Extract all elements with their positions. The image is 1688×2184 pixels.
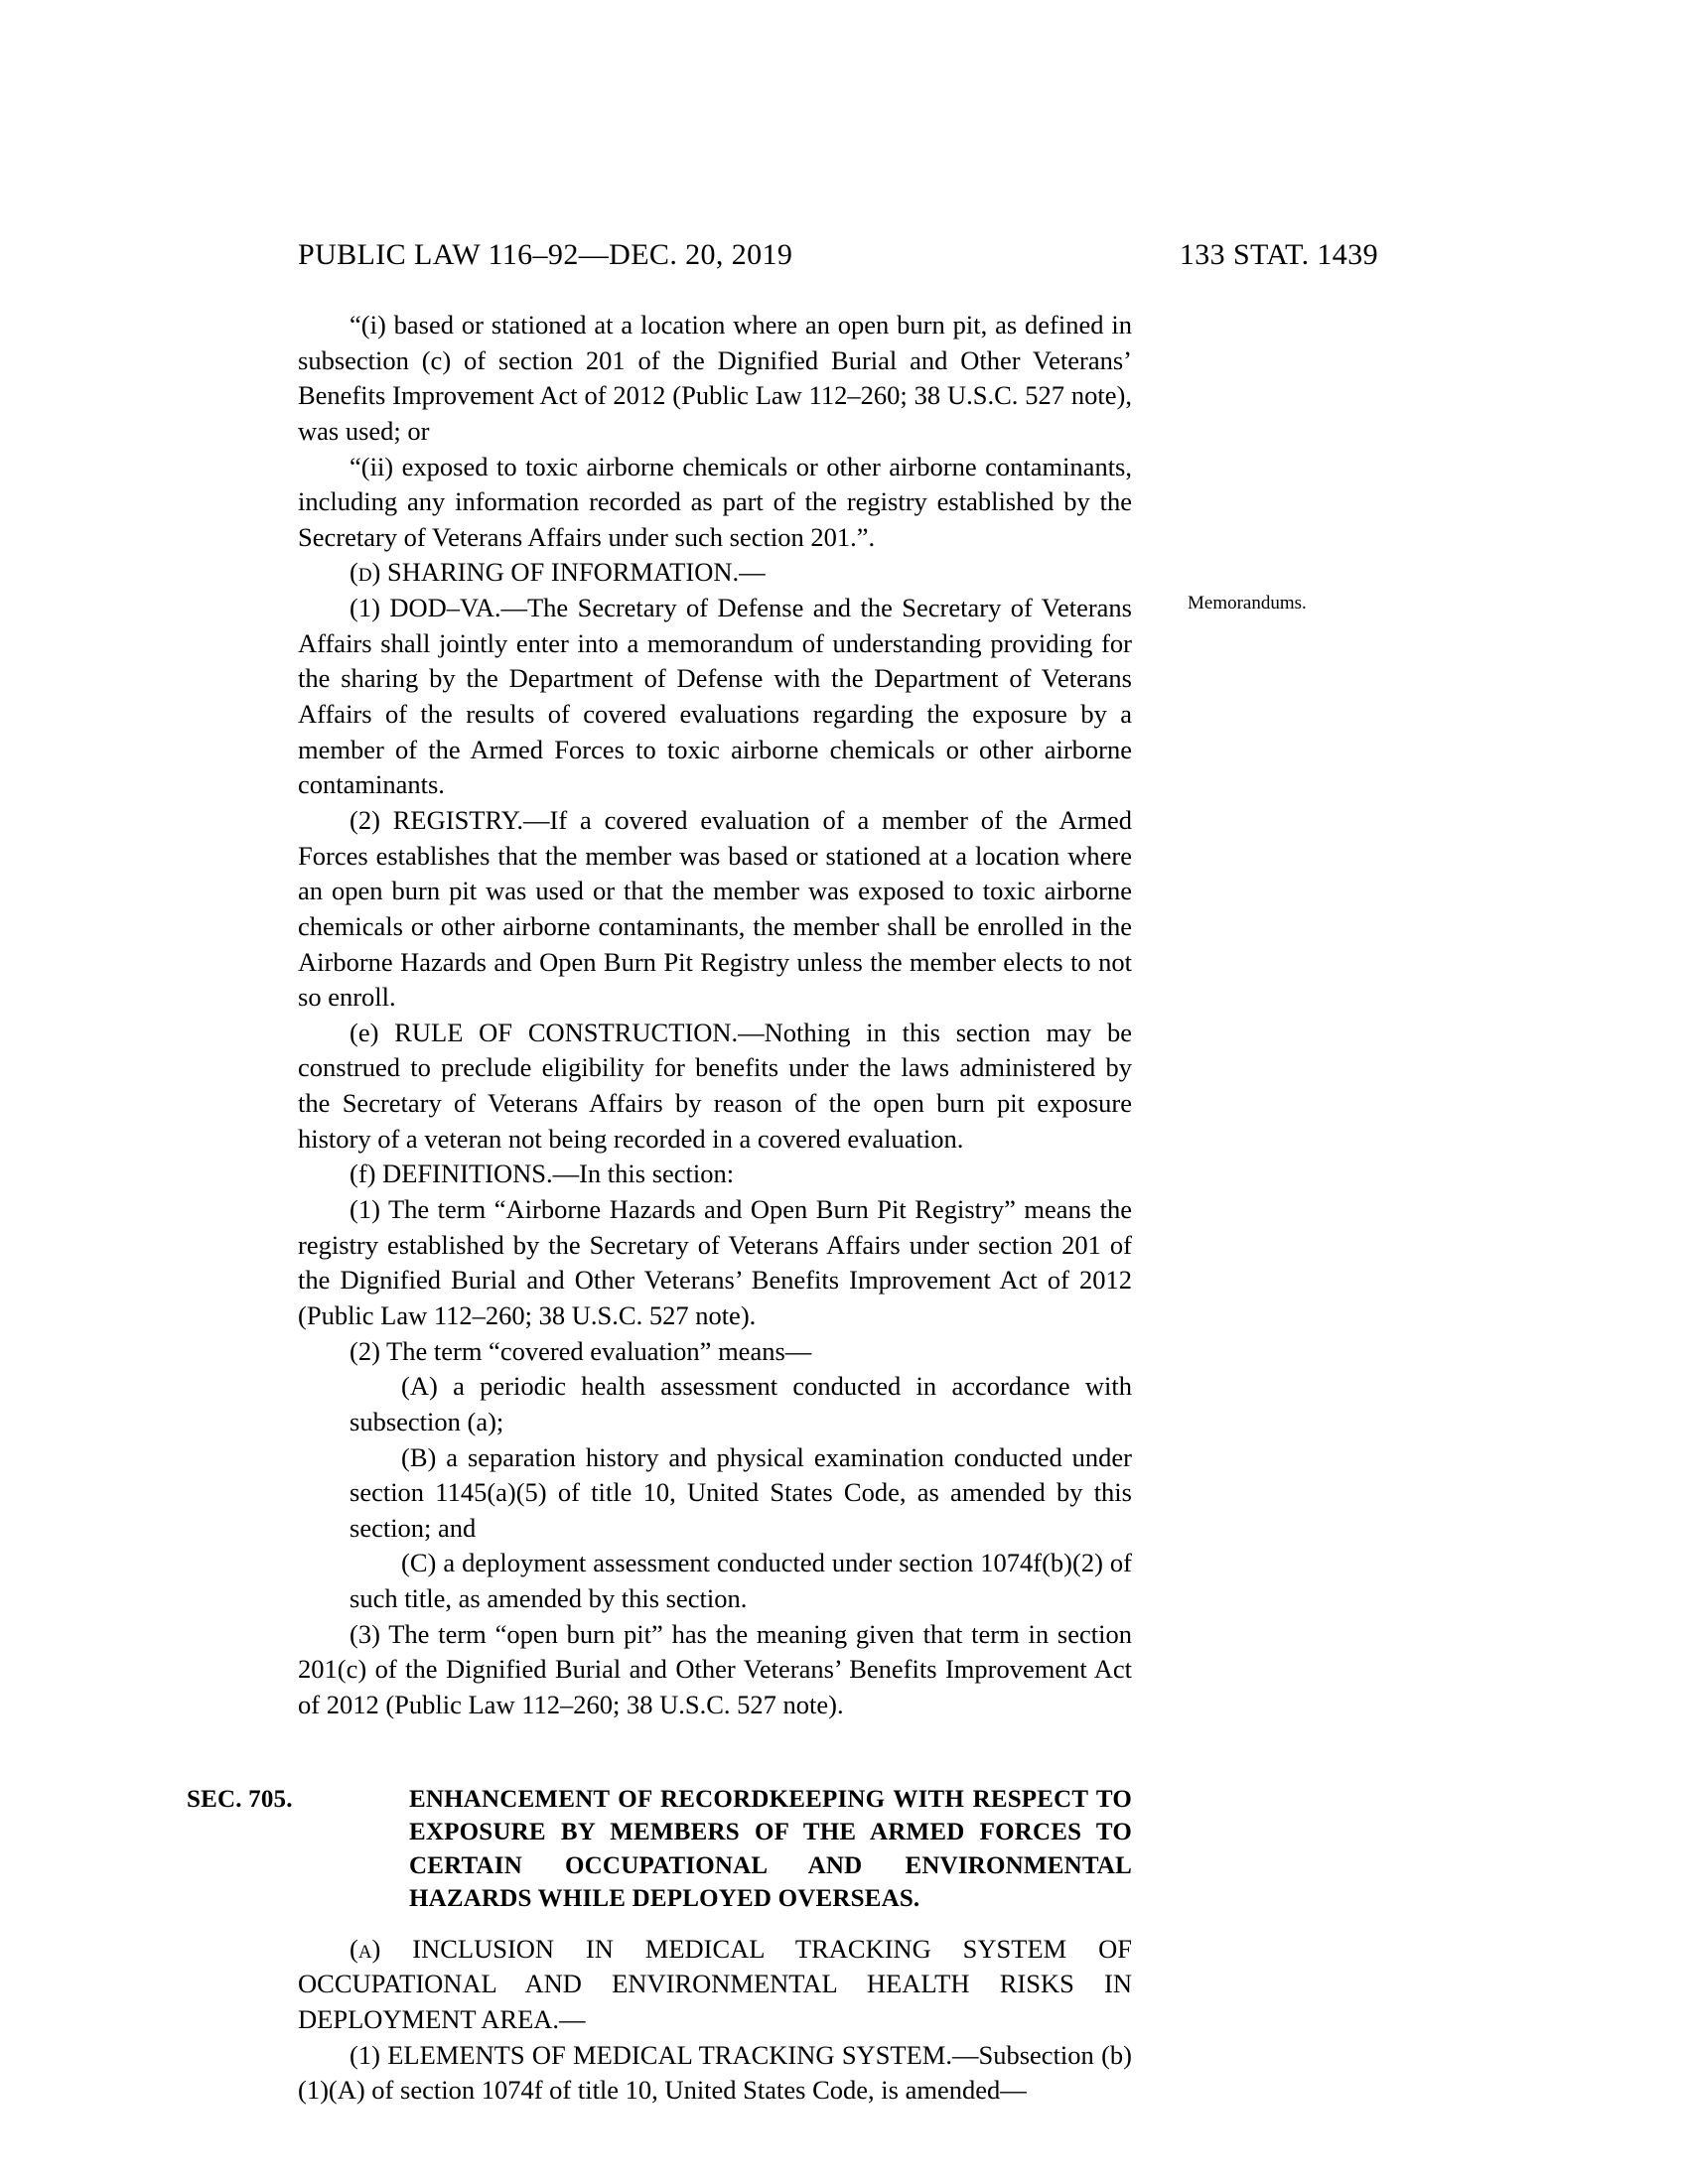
section-heading — [187, 1783, 1132, 1916]
paragraph-f-2-a: (A) a periodic health assessment conducted in accordance with subsection (a); — [350, 1371, 1132, 1436]
header-public-law: PUBLIC LAW 116–92—DEC. 20, 2019 — [298, 238, 793, 271]
paragraph-f-1: (1) The term “Airborne Hazards and Open Burn Pit Registry” means the registry established by the Secretary of Veterans Affairs under section 201 of the Dignified Burial and Other Veterans’ Benefits Improvement Act of 2012 (Public Law 112–260; 38 U.S.C. 527 note). — [298, 1194, 1132, 1330]
header-stat-page: 133 STAT. 1439 — [1179, 238, 1378, 271]
paragraph-f-3: (3) The term “open burn pit” has the meaning given that term in section 201(c) of the Dignified Burial and Other Veterans’ Benefits Improvement Act of 2012 (Public Law 112–260; 38 U.S.C. 527 note). — [298, 1618, 1132, 1719]
paragraph-section-subsection-a: (a) INCLUSION IN MEDICAL TRACKING SYSTEM OF OCCUPATIONAL AND ENVIRONMENTAL HEALTH RISKS IN DEPLOYMENT AREA.— — [298, 1933, 1132, 2034]
section-number: SEC. 705. — [187, 1785, 293, 1813]
paragraph-d-2: (2) REGISTRY.—If a covered evaluation of a member of the Armed Forces establishes that the member was based or stationed at a location where an open burn pit was used or that the member was exposed to toxic airborne chemicals or other airborne contaminants, the member shall be enrolled in the Airborne Hazards and Open Burn Pit Registry unless the member elects to not so enroll. — [298, 804, 1132, 1013]
margin-note-memorandums: Memorandums. — [1188, 593, 1307, 614]
paragraph-d-1: (1) DOD–VA.—The Secretary of Defense and the Secretary of Veterans Affairs shall jointly enter into a memorandum of understanding providing for the sharing by the Department of Defense with the Department of Veterans Affairs of the results of covered evaluations regarding the exposure by a member of the Armed Forces to toxic airborne chemicals or other airborne contaminants. — [298, 593, 1132, 800]
spacer — [298, 1916, 1132, 1932]
paragraph-subsection-d: (d) SHARING OF INFORMATION.— — [350, 557, 766, 588]
paragraph-f-2-b: (B) a separation history and physical examination conducted under section 1145(a)(5) of title 10, United States Code, as amended by this section; and — [350, 1441, 1132, 1543]
document-body — [187, 308, 1132, 2109]
spacer — [298, 1723, 1132, 1749]
paragraph-f-2: (2) The term “covered evaluation” means— — [350, 1335, 812, 1366]
paragraph-subsection-f: (f) DEFINITIONS.—In this section: — [350, 1159, 735, 1189]
paragraph-f-2-c: (C) a deployment assessment conducted under section 1074f(b)(2) of such title, as amended by this section. — [350, 1548, 1132, 1614]
section-title: ENHANCEMENT OF RECORDKEEPING WITH RESPECT TO EXPOSURE BY MEMBERS OF THE ARMED FORCES TO CERTAIN OCCUPATIONAL AND ENVIRONMENTAL HAZARDS WHILE DEPLOYED OVERSEAS. — [409, 1785, 1132, 1913]
paragraph-quote-ii: “(ii) exposed to toxic airborne chemicals or other airborne contaminants, including any information recorded as part of the registry established by the Secretary of Veterans Affairs under such section 201.”. — [298, 451, 1132, 552]
paragraph-quote-i: “(i) based or stationed at a location where an open burn pit, as defined in subsection (c) of section 201 of the Dignified Burial and Other Veterans’ Benefits Improvement Act of 2012 (Public Law 112–260; 38 U.S.C. 527 note), was used; or — [298, 310, 1132, 446]
paragraph-section-a-1: (1) ELEMENTS OF MEDICAL TRACKING SYSTEM.—Subsection (b)(1)(A) of section 1074f of title 10, United States Code, is amended— — [298, 2039, 1132, 2106]
paragraph-subsection-e: (e) RULE OF CONSTRUCTION.—Nothing in this section may be construed to preclude eligibility for benefits under the laws administered by the Secretary of Veterans Affairs by reason of the open burn pit exposure history of a veteran not being recorded in a covered evaluation. — [298, 1017, 1132, 1154]
page-header — [298, 238, 1400, 272]
